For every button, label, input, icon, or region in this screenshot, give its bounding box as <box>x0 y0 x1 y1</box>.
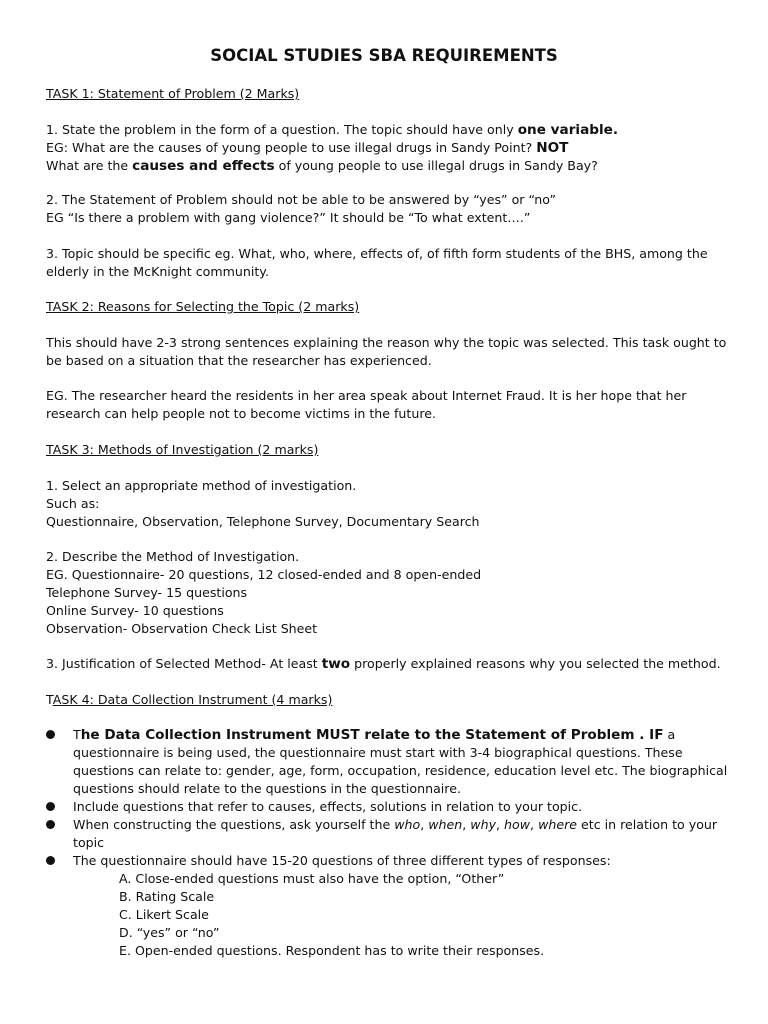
task1-point2: 2. The Statement of Problem should not be able to be answered by “yes” or “no” EG “Is there a problem with gang violence?” It should be “To what extent….” <box>46 192 557 225</box>
sub-item: E. Open-ended questions. Respondent has to write their responses. <box>119 943 545 958</box>
task2-paragraph1: This should have 2-3 strong sentences explaining the reason why the topic was selected. This task ought to be based on a situation that the researcher has experienced. <box>46 335 727 368</box>
sub-item: D. “yes” or “no” <box>119 925 220 940</box>
bullet-icon <box>46 802 55 811</box>
task3-heading: TASK 3: Methods of Investigation (2 marks) <box>46 442 319 457</box>
task2-heading: TASK 2: Reasons for Selecting the Topic (2 marks) <box>46 299 360 314</box>
task1-point3: 3. Topic should be specific eg. What, who, where, effects of, of fifth form students of the BHS, among the elderly in the McKnight community. <box>46 246 708 279</box>
list-item: Include questions that refer to causes, effects, solutions in relation to your topic. <box>46 798 730 816</box>
list-item: The questionnaire should have 15-20 questions of three different types of responses: A. Close-ended questions must also have the option, “Other” B. Rating Scale C. Likert Scale D. “yes” or “no” E. Open-ended questions. Respondent has to write their responses. <box>46 852 730 960</box>
task3-point2: 2. Describe the Method of Investigation. EG. Questionnaire- 20 questions, 12 closed-ended and 8 open-ended Telephone Survey- 15 questions Online Survey- 10 questions Observation- Observation Check List Sheet <box>46 549 482 636</box>
task4-heading: TASK 4: Data Collection Instrument (4 marks) <box>46 692 333 707</box>
list-item: When constructing the questions, ask yourself the who, when, why, how, where etc in relation to your topic <box>46 816 730 852</box>
list-item: The Data Collection Instrument MUST relate to the Statement of Problem . IF a questionnaire is being used, the questionnaire must start with 3-4 biographical questions. These questions can relate to: gender, age, form, occupation, residence, education level etc. The biographical questions should relate to the questions in the questionnaire. <box>46 726 730 798</box>
page-title: SOCIAL STUDIES SBA REQUIREMENTS <box>210 46 558 65</box>
bullet-icon <box>46 820 55 829</box>
task4-bullet-list <box>46 726 730 960</box>
task3-point3: 3. Justification of Selected Method- At least two properly explained reasons why you selected the method. <box>46 656 721 672</box>
bullet-icon <box>46 730 55 739</box>
sub-item: C. Likert Scale <box>119 907 209 922</box>
bullet-icon <box>46 856 55 865</box>
task1-heading: TASK 1: Statement of Problem (2 Marks) <box>46 86 300 101</box>
emphasis-causes-effects: causes and effects <box>132 158 275 174</box>
sub-item: B. Rating Scale <box>119 889 215 904</box>
task1-point1: 1. State the problem in the form of a question. The topic should have only one variable. EG: What are the causes of young people to use illegal drugs in Sandy Point? NOT What are the causes and effects of young people to use illegal drugs in Sandy Bay? <box>46 122 619 174</box>
response-type-list <box>73 870 730 960</box>
emphasis-not: NOT <box>536 140 569 156</box>
sub-item: A. Close-ended questions must also have the option, “Other” <box>119 871 505 886</box>
emphasis-two: two <box>321 656 351 672</box>
emphasis-one-variable: one variable. <box>517 122 619 138</box>
task2-paragraph2: EG. The researcher heard the residents in her area speak about Internet Fraud. It is her hope that her research can help people not to become victims in the future. <box>46 388 687 421</box>
task3-point1: 1. Select an appropriate method of investigation. Such as: Questionnaire, Observation, Telephone Survey, Documentary Search <box>46 478 480 529</box>
